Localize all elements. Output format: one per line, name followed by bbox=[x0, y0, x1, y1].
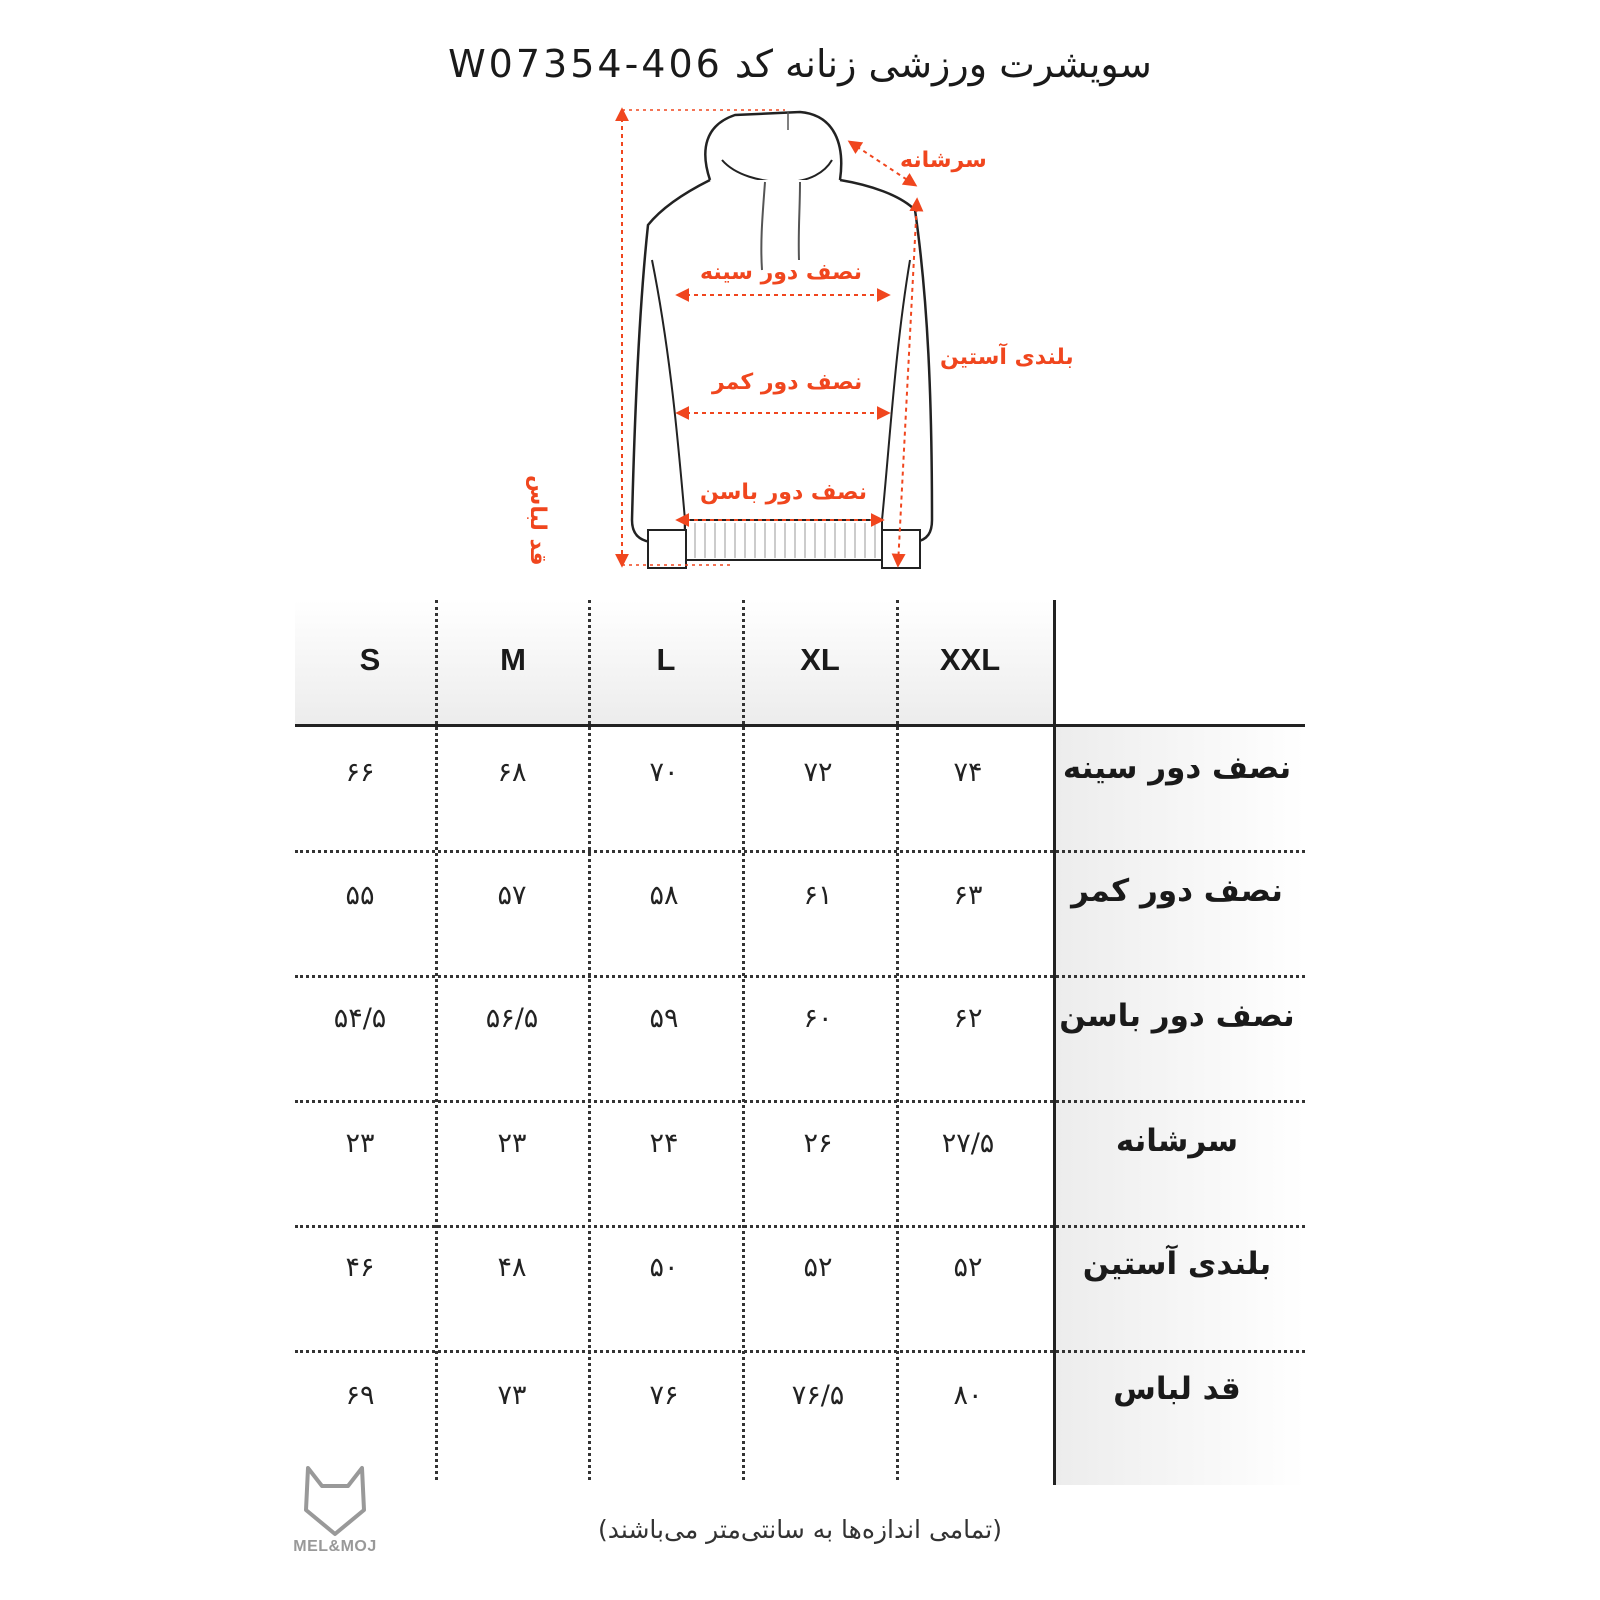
row-divider bbox=[295, 850, 1305, 853]
table-cell: ۶۸ bbox=[497, 757, 527, 788]
label-half-waist: نصف دور کمر bbox=[712, 370, 863, 395]
label-sleeve-length: بلندی آستین bbox=[940, 345, 1074, 370]
size-header-xl: XL bbox=[800, 642, 840, 677]
table-cell: ۴۶ bbox=[345, 1252, 375, 1283]
label-shoulder: سرشانه bbox=[900, 148, 987, 173]
table-cell: ۷۲ bbox=[803, 757, 833, 788]
page-title: سویشرت ورزشی زنانه کد W07354-406 bbox=[448, 42, 1152, 86]
table-cell: ۵۲ bbox=[803, 1252, 833, 1283]
units-note: (تمامی اندازه‌ها به سانتی‌متر می‌باشند) bbox=[598, 1515, 1002, 1544]
header-divider bbox=[295, 724, 1305, 727]
table-cell: ۵۸ bbox=[649, 880, 679, 911]
table-cell: ۶۰ bbox=[803, 1003, 833, 1034]
label-length: قد لباس bbox=[525, 475, 550, 566]
table-cell: ۵۰ bbox=[649, 1252, 679, 1283]
size-header-m: M bbox=[500, 642, 526, 677]
row-divider bbox=[295, 1350, 1305, 1353]
table-cell: ۴۸ bbox=[497, 1252, 527, 1283]
table-cell: ۵۹ bbox=[649, 1003, 679, 1034]
table-cell: ۶۲ bbox=[953, 1003, 983, 1034]
label-half-hip: نصف دور باسن bbox=[700, 480, 868, 505]
row-divider bbox=[295, 1225, 1305, 1228]
table-cell: ۲۶ bbox=[803, 1128, 833, 1159]
hoodie-measurement-diagram bbox=[525, 100, 1120, 600]
row-divider bbox=[295, 1100, 1305, 1103]
column-divider bbox=[896, 600, 899, 1480]
table-cell: ۷۰ bbox=[649, 757, 679, 788]
row-label-half-waist: نصف دور کمر bbox=[1071, 873, 1283, 909]
row-label-length: قد لباس bbox=[1113, 1371, 1241, 1407]
size-header-s: S bbox=[359, 642, 381, 677]
size-table bbox=[295, 600, 1305, 1485]
table-cell: ۵۷ bbox=[497, 880, 527, 911]
row-divider bbox=[295, 975, 1305, 978]
table-cell: ۷۳ bbox=[497, 1380, 527, 1411]
table-cell: ۲۳ bbox=[497, 1128, 527, 1159]
table-cell: ۶۱ bbox=[803, 880, 833, 911]
table-cell: ۲۷/۵ bbox=[941, 1128, 995, 1159]
row-label-sleeve-length: بلندی آستین bbox=[1082, 1246, 1272, 1282]
table-cell: ۶۳ bbox=[953, 880, 983, 911]
column-divider bbox=[588, 600, 591, 1480]
row-label-shoulder: سرشانه bbox=[1115, 1123, 1239, 1159]
table-cell: ۶۶ bbox=[345, 757, 375, 788]
table-cell: ۶۹ bbox=[345, 1380, 375, 1411]
column-divider bbox=[435, 600, 438, 1480]
table-cell: ۷۴ bbox=[953, 757, 983, 788]
brand-name: MEL&MOJ bbox=[293, 1538, 377, 1555]
size-header-xxl: XXL bbox=[939, 642, 1001, 677]
table-cell: ۵۲ bbox=[953, 1252, 983, 1283]
label-half-chest: نصف دور سینه bbox=[700, 260, 863, 285]
table-cell: ۷۶ bbox=[649, 1380, 679, 1411]
table-cell: ۸۰ bbox=[953, 1380, 983, 1411]
size-header-l: L bbox=[656, 642, 676, 677]
row-label-half-chest: نصف دور سینه bbox=[1062, 750, 1292, 786]
table-cell: ۵۴/۵ bbox=[333, 1003, 387, 1034]
table-cell: ۵۶/۵ bbox=[485, 1003, 539, 1034]
table-cell: ۲۳ bbox=[345, 1128, 375, 1159]
column-divider bbox=[742, 600, 745, 1480]
table-cell: ۵۵ bbox=[345, 880, 375, 911]
table-cell: ۷۶/۵ bbox=[791, 1380, 845, 1411]
row-label-half-hip: نصف دور باسن bbox=[1059, 998, 1295, 1034]
table-cell: ۲۴ bbox=[649, 1128, 679, 1159]
